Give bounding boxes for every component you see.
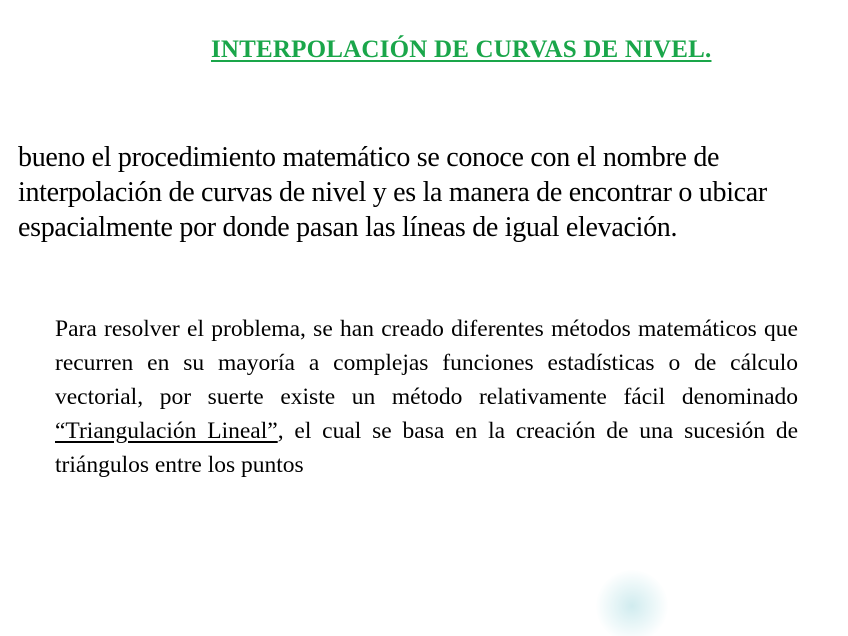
decorative-glow xyxy=(596,570,668,636)
intro-paragraph: bueno el procedimiento matemático se conoce con el nombre de interpolación de curvas de nivel y es la manera de encontrar o ubicar espacialmente por donde pasan las líneas de igual elevación. xyxy=(18,142,767,243)
slide-title: INTERPOLACIÓN DE CURVAS DE NIVEL. xyxy=(211,36,712,63)
body-paragraph xyxy=(55,312,798,482)
body-text-before-term: Para resolver el problema, se han creado diferentes métodos matemáticos que recurren en su mayoría a complejas funciones estadísticas o de cálculo vectorial, por suerte existe un método relativamente fácil denominado xyxy=(55,316,798,410)
triangulation-term: “Triangulación Lineal” xyxy=(55,418,278,444)
body-text-after-term: , el cual se basa en la creación de una sucesión de triángulos entre los puntos xyxy=(55,418,798,478)
